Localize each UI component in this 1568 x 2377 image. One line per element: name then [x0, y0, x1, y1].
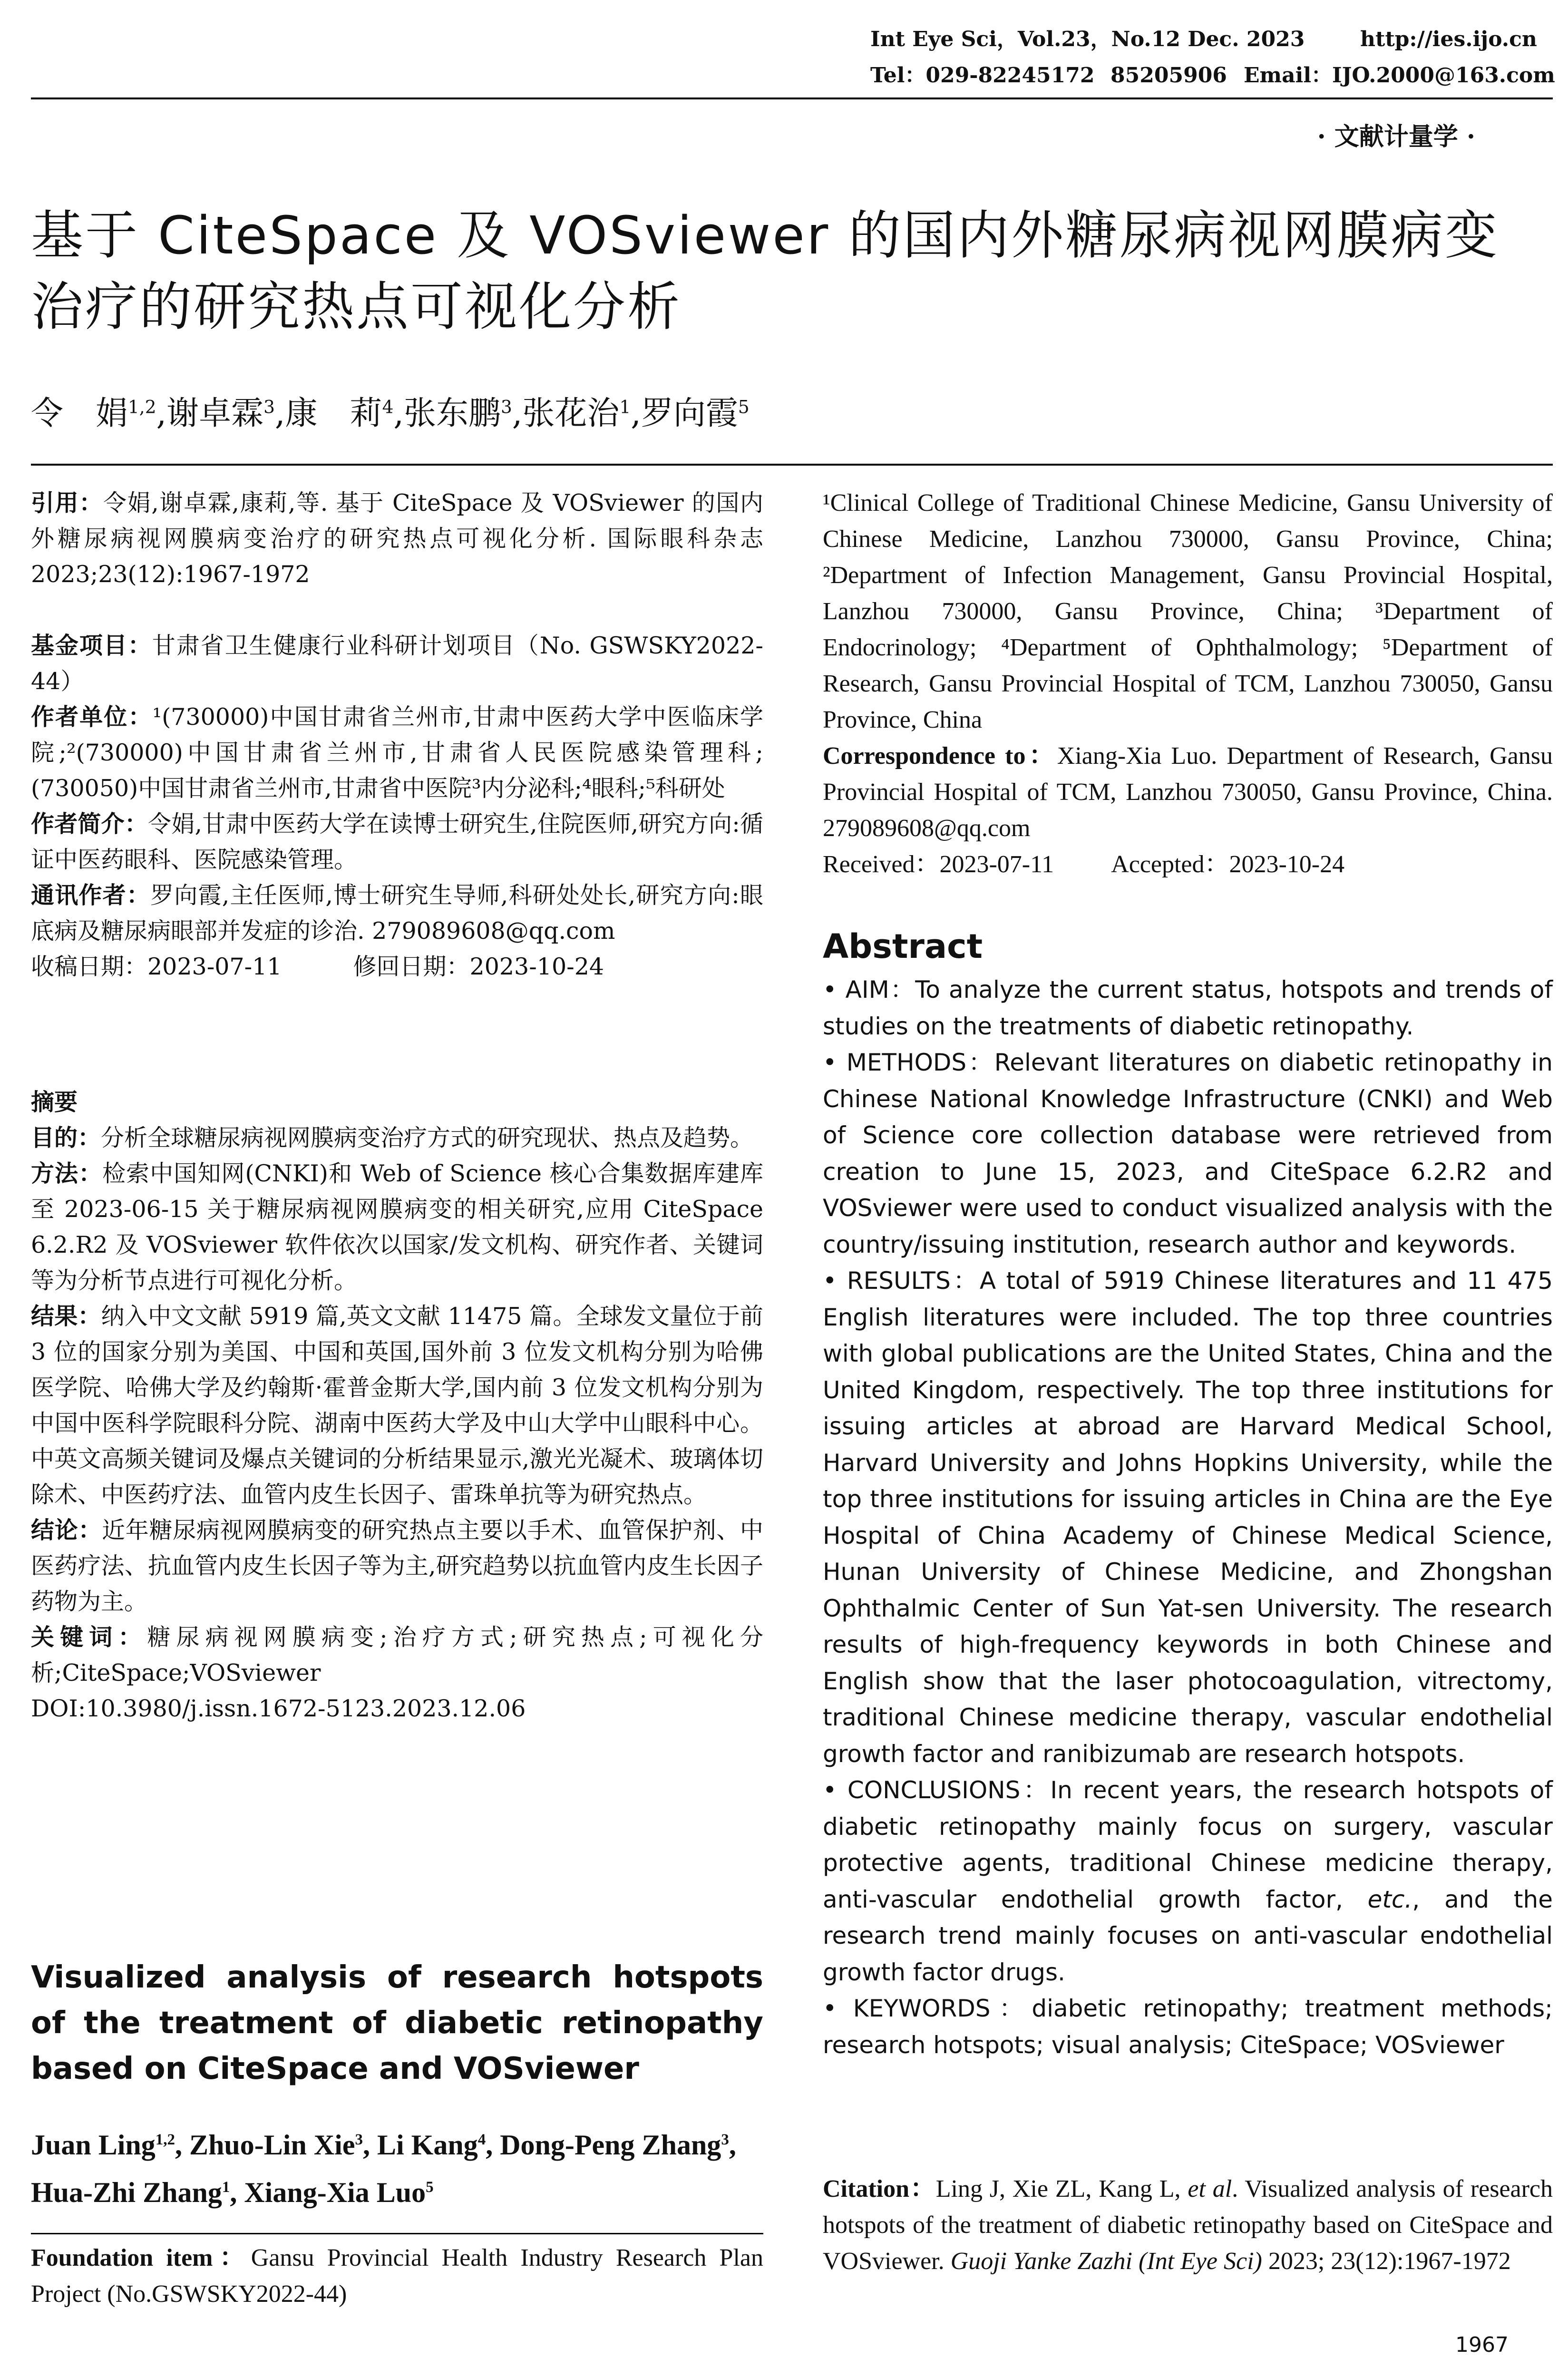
author-sup: 4: [477, 2131, 486, 2148]
author-zh: 张花治: [522, 395, 620, 432]
abstract-aim: • AIM：To analyze the current status, hotspots and trends of studies on the treatments of diabetic retinopathy.: [823, 976, 1553, 1040]
author-zh: 谢卓霖: [166, 395, 264, 432]
author-sup: 3: [355, 2131, 363, 2148]
abstract-methods: • METHODS：Relevant literatures on diabetic retinopathy in Chinese National Knowledge Infrastructure (CNKI) and Web of Science core collection database were retrieved from creation to June 15, 2023, and CiteSpace 6.2.R2 and VOSviewer were used to conduct visualized analysis with the country/issuing institution, research author and keywords.: [823, 1049, 1553, 1258]
accepted-en: Accepted：2023-10-24: [1111, 851, 1345, 878]
citation-text: 令娟,谢卓霖,康莉,等. 基于 CiteSpace 及 VOSviewer 的国内外糖尿病视网膜病变治疗的研究热点可视化分析. 国际眼科杂志 2023;23(12):1967-1972: [31, 489, 763, 588]
author-sup: 1,2: [128, 396, 156, 418]
keywords-label-zh: 关键词：: [31, 1624, 147, 1651]
conclusions-a: • CONCLUSIONS：In recent years, the research hotspots of diabetic retinopathy mainly focus on surgery, vascular protective agents, traditional Chinese medicine therapy, anti-vascular endothelial growth factor,: [823, 1776, 1553, 1913]
section-tag: · 文献计量学 ·: [1317, 122, 1475, 151]
conclusions-etc: etc.: [1367, 1885, 1412, 1913]
intro-label: 作者简介：: [31, 810, 148, 838]
abstract-keywords: • KEYWORDS：diabetic retinopathy; treatment methods; research hotspots; visual analysis; CiteSpace; VOSviewer: [823, 1995, 1553, 2059]
title-en: Visualized analysis of research hotspots of the treatment of diabetic retinopathy based on CiteSpace and VOSviewer: [31, 1960, 763, 2086]
citation-b: . Visualized analysis of research hotspots of the treatment of diabetic retinopathy based on CiteSpace and VOSviewer.: [823, 2175, 1553, 2275]
fund-text: 甘肃省卫生健康行业科研计划项目（No. GSWSKY2022-44）: [31, 632, 763, 695]
abstract-conclusions: [823, 1772, 1553, 1990]
received-zh: 收稿日期：2023-07-11: [31, 953, 282, 980]
intro-text: 令娟,甘肃中医药大学在读博士研究生,住院医师,研究方向:循证中医药眼科、医院感染管理。: [31, 810, 763, 873]
corr-label-en: Correspondence to：: [823, 742, 1057, 770]
author-zh: 张东鹏: [403, 395, 501, 432]
methods-text-zh: 检索中国知网(CNKI)和 Web of Science 核心合集数据库建库至 2023-06-15 关于糖尿病视网膜病变的相关研究,应用 CiteSpace 6.2.R2 及 VOSviewer 软件依次以国家/发文机构、研究作者、关键词等为分析节点进行可视化分析。: [31, 1160, 763, 1294]
abstract-results: • RESULTS：A total of 5919 Chinese literatures and 11 475 English literatures were included. The top three countries with global publications are the United States, China and the United Kingdom, respectively. The top three institutions for issuing articles at abroad are Harvard Medical School, Harvard University and Johns Hopkins University, while the top three institutions for issuing articles in China are the Eye Hospital of China Academy of Chinese Medical Science, Hunan University of Chinese Medicine, and Zhongshan Ophthalmic Center of Sun Yat-sen University. The research results of high-frequency keywords in both Chinese and English show that the laser photocoagulation, vitrectomy, traditional Chinese medicine therapy, vascular endothelial growth factor and ranibizumab are research hotspots.: [823, 1267, 1553, 1768]
citation-c: 2023; 23(12):1967-1972: [1268, 2248, 1511, 2275]
author-sep: ,: [631, 395, 641, 432]
author-en: Xiang-Xia Luo: [244, 2177, 426, 2208]
aim-label-zh: 目的：: [31, 1124, 101, 1151]
author-en: Hua-Zhi Zhang: [31, 2177, 222, 2208]
methods-label-zh: 方法：: [31, 1160, 103, 1187]
foundation-en: [31, 2240, 763, 2312]
citation-label-en: Citation：: [823, 2175, 936, 2202]
author-sep: ,: [512, 395, 523, 432]
abstract-head-en: Abstract: [823, 927, 983, 966]
author-sup: 5: [738, 396, 750, 418]
author-zh: 令 娟: [31, 395, 128, 432]
unit-label: 作者单位：: [31, 703, 153, 731]
author-sup: 3: [263, 396, 275, 418]
journal-tel: Tel：029-82245172: [870, 63, 1095, 88]
citation-a: Ling J, Xie ZL, Kang L,: [935, 2175, 1181, 2202]
author-sep: ,: [393, 395, 404, 432]
page-number: 1967: [1455, 2333, 1509, 2357]
journal-info: Int Eye Sci，Vol.23，No.12 Dec. 2023: [870, 27, 1305, 51]
doi[interactable]: DOI:10.3980/j.issn.1672-5123.2023.12.06: [31, 1695, 526, 1722]
revised-zh: 修回日期：2023-10-24: [353, 953, 604, 980]
concl-text-zh: 近年糖尿病视网膜病变的研究热点主要以手术、血管保护剂、中医药疗法、抗血管内皮生长因子等为主,研究趋势以抗血管内皮生长因子药物为主。: [31, 1517, 763, 1615]
author-sep: ,: [156, 395, 167, 432]
corr-text-en: Xiang-Xia Luo. Department of Research, Gansu Provincial Hospital of TCM, Lanzhou 730050, Gansu Province, China. 279089608@qq.com: [823, 742, 1553, 842]
author-en: Juan Ling: [31, 2129, 156, 2161]
author-sup: 1,2: [155, 2131, 175, 2148]
authors-zh: [31, 390, 1539, 438]
affil-text: ¹Clinical College of Traditional Chinese Medicine, Gansu University of Chinese Medicine, Lanzhou 730000, Gansu Province, China; ²Department of Infection Management, Gansu Provincial Hospital, Lanzhou 730000, Gansu Province, China; ³Department of Endocrinology; ⁴Department of Ophthalmology; ⁵Department of Research, Gansu Provincial Hospital of TCM, Lanzhou 730050, Gansu Province, China: [823, 489, 1553, 733]
author-sup: 1: [619, 396, 631, 418]
journal-url[interactable]: http://ies.ijo.cn: [1360, 27, 1537, 51]
author-sup: 3: [501, 396, 512, 418]
author-en: Li Kang: [377, 2129, 478, 2161]
citation-zh: [31, 485, 763, 592]
abstract-en: [823, 972, 1553, 2063]
author-en: Zhuo-Lin Xie: [189, 2129, 355, 2161]
concl-label-zh: 结论：: [31, 1517, 102, 1544]
foundation-text: Gansu Provincial Health Industry Research Plan Project (No.GSWSKY2022-44): [31, 2244, 763, 2308]
foundation-label: Foundation item：: [31, 2244, 251, 2271]
unit-text: ¹(730000)中国甘肃省兰州市,甘肃中医药大学中医临床学院;²(730000)中国甘肃省兰州市,甘肃省人民医院感染管理科;(730050)中国甘肃省兰州市,甘肃省中医院³内分泌科;⁴眼科;⁵科研处: [31, 703, 763, 802]
authors-rule: [31, 464, 1553, 466]
author-zh: 罗向霞: [641, 395, 738, 432]
footnote-rule: [31, 2233, 763, 2234]
author-sep: ,: [274, 395, 285, 432]
aim-text-zh: 分析全球糖尿病视网膜病变治疗方式的研究现状、热点及趋势。: [101, 1124, 754, 1151]
results-text-zh: 纳入中文文献 5919 篇,英文文献 11475 篇。全球发文量位于前 3 位的国家分别为美国、中国和英国,国外前 3 位发文机构分别为哈佛医学院、哈佛大学及约翰斯·霍普金斯大学,国内前 3 位发文机构分别为中国中医科学院眼科分院、湖南中医药大学及中山大学中山眼科中心。中英文高频关键词及爆点关键词的分析结果显示,激光光凝术、玻璃体切除术、中医药疗法、血管内皮生长因子、雷珠单抗等为研究热点。: [31, 1303, 763, 1508]
abstract-head-zh: 摘要: [31, 1089, 78, 1116]
citation-en: [823, 2171, 1553, 2280]
citation-journal: Guoji Yanke Zazhi (Int Eye Sci): [950, 2248, 1262, 2275]
conclusions-b: , and the research trend mainly focuses on anti-vascular endothelial growth factor drugs.: [823, 1885, 1553, 1986]
author-en: Dong-Peng Zhang: [500, 2129, 721, 2161]
author-sup: 4: [382, 396, 394, 418]
article-info-zh: [31, 628, 763, 984]
abstract-zh: [31, 1084, 763, 1726]
citation-etal: et al: [1188, 2175, 1232, 2202]
keywords-text-zh: 糖尿病视网膜病变;治疗方式;研究热点;可视化分析;CiteSpace;VOSviewer: [31, 1624, 763, 1686]
journal-tel2: 85205906: [1110, 63, 1227, 88]
affiliations-en: [823, 485, 1553, 883]
received-en: Received：2023-07-11: [823, 851, 1054, 878]
citation-label: 引用：: [31, 489, 103, 516]
author-sup: 3: [721, 2131, 729, 2148]
authors-en: Juan Ling$^{1,2}$, Zhuo-Lin Xie$^3$, Li Kang$^4$, Dong-Peng Zhang$^3$, Hua-Zhi Zhang$^1$, Xiang-Xia Luo$^5$: [31, 2129, 736, 2208]
results-label-zh: 结果：: [31, 1303, 101, 1330]
fund-label: 基金项目：: [31, 632, 152, 659]
header-rule: [31, 97, 1553, 99]
author-zh: 康 莉: [285, 395, 382, 432]
author-sup: 1: [222, 2179, 230, 2196]
title-zh: 基于 CiteSpace 及 VOSviewer 的国内外糖尿病视网膜病变治疗的研究热点可视化分析: [31, 205, 1500, 337]
corr-text: 罗向霞,主任医师,博士研究生导师,科研处处长,研究方向:眼底病及糖尿病眼部并发症的诊治. 279089608@qq.com: [31, 882, 763, 945]
corr-label: 通讯作者：: [31, 882, 151, 909]
author-sup: 5: [426, 2179, 434, 2196]
journal-email[interactable]: Email：IJO.2000@163.com: [1244, 63, 1555, 88]
